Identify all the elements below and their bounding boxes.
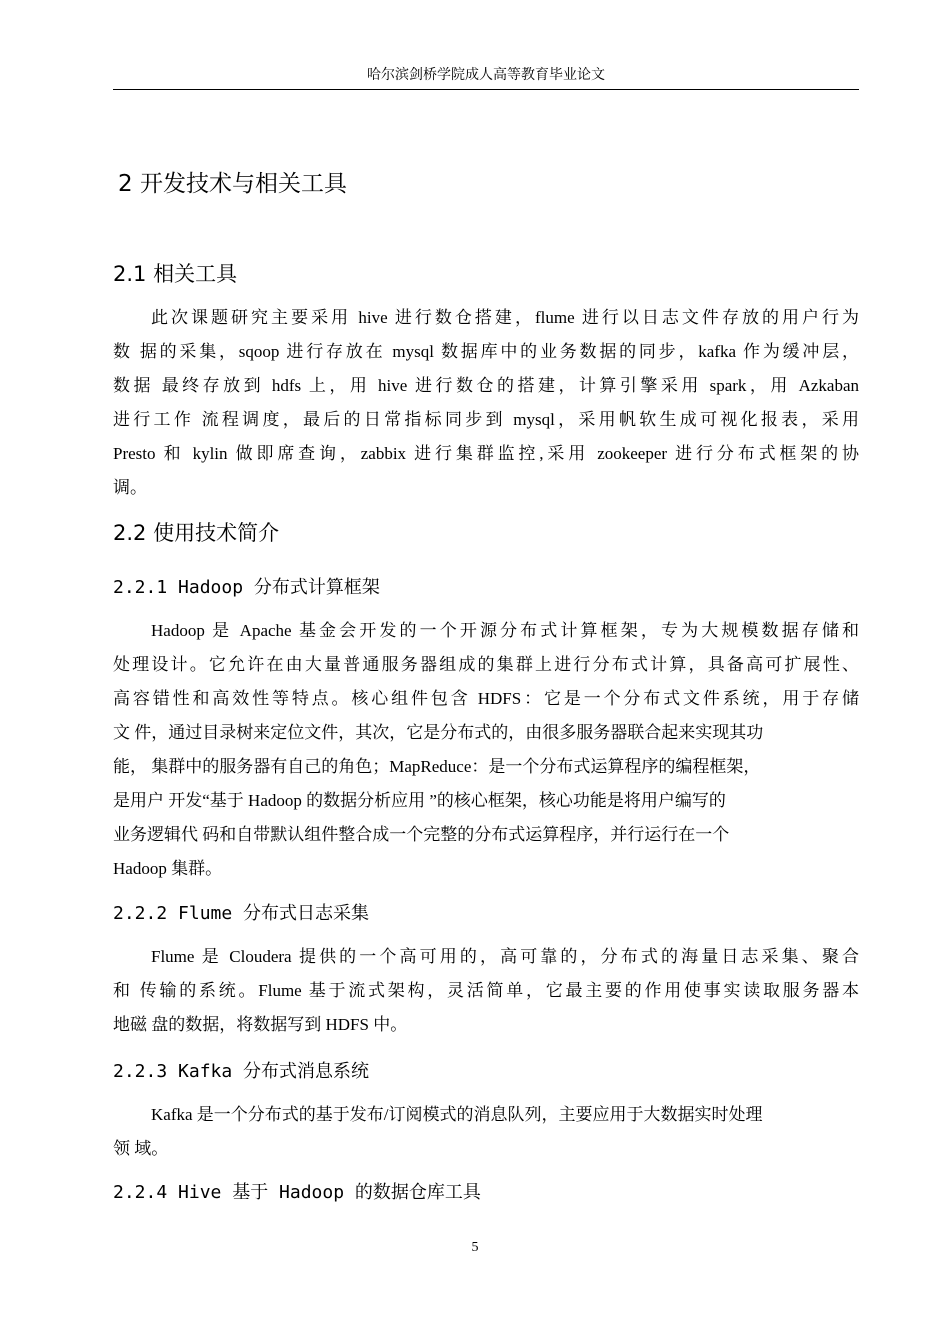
section-2-1-heading: 2.1 相关工具: [113, 262, 238, 286]
section-2-2-1-paragraph: [113, 614, 859, 886]
paragraph-line: 数据 最终存放到 hdfs 上，用 hive 进行数仓的搭建，计算引擎采用 spark，用 Azkaban: [113, 376, 859, 395]
paragraph-line: Hadoop 是 Apache 基金会开发的一个开源分布式计算框架，专为大规模数据存储和: [151, 621, 859, 640]
page-number: 5: [471, 1240, 479, 1255]
paragraph-line: Presto 和 kylin 做即席查询，zabbix 进行集群监控,采用 zookeeper 进行分布式框架的协: [113, 444, 859, 463]
chapter-title: 2 开发技术与相关工具: [118, 171, 347, 197]
running-header: 哈尔滨剑桥学院成人高等教育毕业论文: [367, 67, 605, 83]
paragraph-line: 地磁 盘的数据，将数据写到 HDFS 中。: [113, 1015, 408, 1034]
section-2-2-1-heading: 2.2.1 Hadoop 分布式计算框架: [113, 577, 380, 598]
section-2-2-4-heading: 2.2.4 Hive 基于 Hadoop 的数据仓库工具: [113, 1182, 481, 1203]
paragraph-line: 处理设计。它允许在由大量普通服务器组成的集群上进行分布式计算，具备高可扩展性、: [113, 655, 859, 674]
section-2-2-2-heading: 2.2.2 Flume 分布式日志采集: [113, 903, 370, 924]
paragraph-line: 调。: [113, 478, 147, 497]
section-2-2-3-paragraph: [113, 1098, 859, 1166]
header-rule: [113, 89, 859, 90]
section-2-2-2-paragraph: [113, 940, 859, 1042]
paragraph-line: 领 域。: [113, 1139, 169, 1158]
paragraph-line: 文 件，通过目录树来定位文件，其次，它是分布式的，由很多服务器联合起来实现其功: [113, 723, 764, 742]
paragraph-line: 高容错性和高效性等特点。核心组件包含 HDFS：它是一个分布式文件系统，用于存储: [113, 689, 859, 708]
section-2-1-paragraph: [113, 301, 859, 505]
paragraph-line: Kafka 是一个分布式的基于发布/订阅模式的消息队列，主要应用于大数据实时处理: [151, 1105, 763, 1124]
paragraph-line: 是用户 开发“基于 Hadoop 的数据分析应用 ”的核心框架，核心功能是将用户编写的: [113, 791, 726, 810]
paragraph-line: 进行工作 流程调度，最后的日常指标同步到 mysql，采用帆软生成可视化报表，采用: [113, 410, 859, 429]
paragraph-line: Flume 是 Cloudera 提供的一个高可用的，高可靠的，分布式的海量日志采集、聚合: [151, 947, 859, 966]
paragraph-line: 能， 集群中的服务器有自己的角色；MapReduce：是一个分布式运算程序的编程框架，: [113, 757, 761, 776]
section-2-2-heading: 2.2 使用技术简介: [113, 521, 280, 545]
paragraph-line: Hadoop 集群。: [113, 859, 223, 878]
section-2-2-3-heading: 2.2.3 Kafka 分布式消息系统: [113, 1061, 370, 1082]
paragraph-line: 业务逻辑代 码和自带默认组件整合成一个完整的分布式运算程序，并行运行在一个: [113, 825, 730, 844]
paragraph-line: 和 传输的系统。Flume 基于流式架构，灵活简单，它最主要的作用使事实读取服务器本: [113, 981, 859, 1000]
paragraph-line: 此次课题研究主要采用 hive 进行数仓搭建，flume 进行以日志文件存放的用户行为: [151, 308, 859, 327]
paragraph-line: 数 据的采集，sqoop 进行存放在 mysql 数据库中的业务数据的同步，kafka 作为缓冲层，: [113, 342, 859, 361]
